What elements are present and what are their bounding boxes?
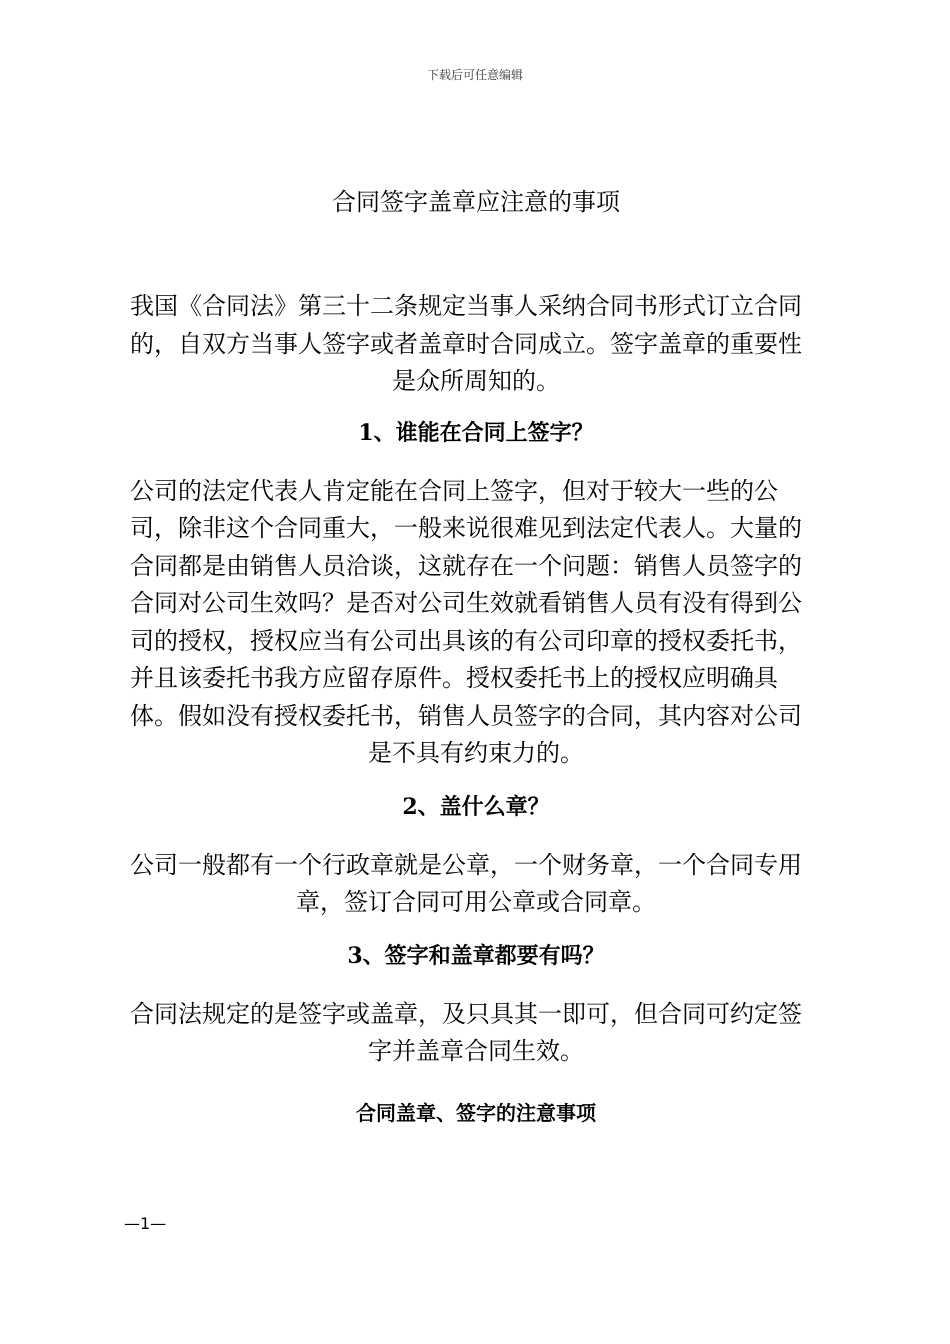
- section-subheading: 合同盖章、签字的注意事项: [356, 1100, 596, 1125]
- question-3: 3、签字和盖章都要有吗？: [347, 942, 605, 969]
- intro-paragraph: 我国《合同法》第三十二条规定当事人采纳合同书形式订立合同的，自双方当事人签字或者盖章时合同成立。签字盖章的重要性是众所周知的。: [130, 292, 802, 395]
- question-2: 2、盖什么章？: [402, 793, 550, 820]
- question-1: 1、谁能在合同上签字？: [358, 419, 594, 446]
- document-body: [130, 184, 822, 1129]
- page-number: —1—: [124, 1214, 167, 1233]
- answer-1: 公司的法定代表人肯定能在合同上签字，但对于较大一些的公司，除非这个合同重大，一般来说很难见到法定代表人。大量的合同都是由销售人员洽谈，这就存在一个问题：销售人员签字的合同对公司生效吗？是否对公司生效就看销售人员有没有得到公司的授权，授权应当有公司出具该的有公司印章的授权委托书，并且该委托书我方应留存原件。授权委托书上的授权应明确具体。假如没有授权委托书，销售人员签字的合同，其内容对公司是不具有约束力的。: [130, 476, 802, 767]
- answer-3: 合同法规定的是签字或盖章，及只具其一即可，但合同可约定签字并盖章合同生效。: [130, 999, 802, 1065]
- answer-2: 公司一般都有一个行政章就是公章，一个财务章，一个合同专用章，签订合同可用公章或合同章。: [130, 850, 802, 916]
- header-note: 下载后可任意编辑: [426, 68, 523, 82]
- document-title: 合同签字盖章应注意的事项: [332, 188, 620, 216]
